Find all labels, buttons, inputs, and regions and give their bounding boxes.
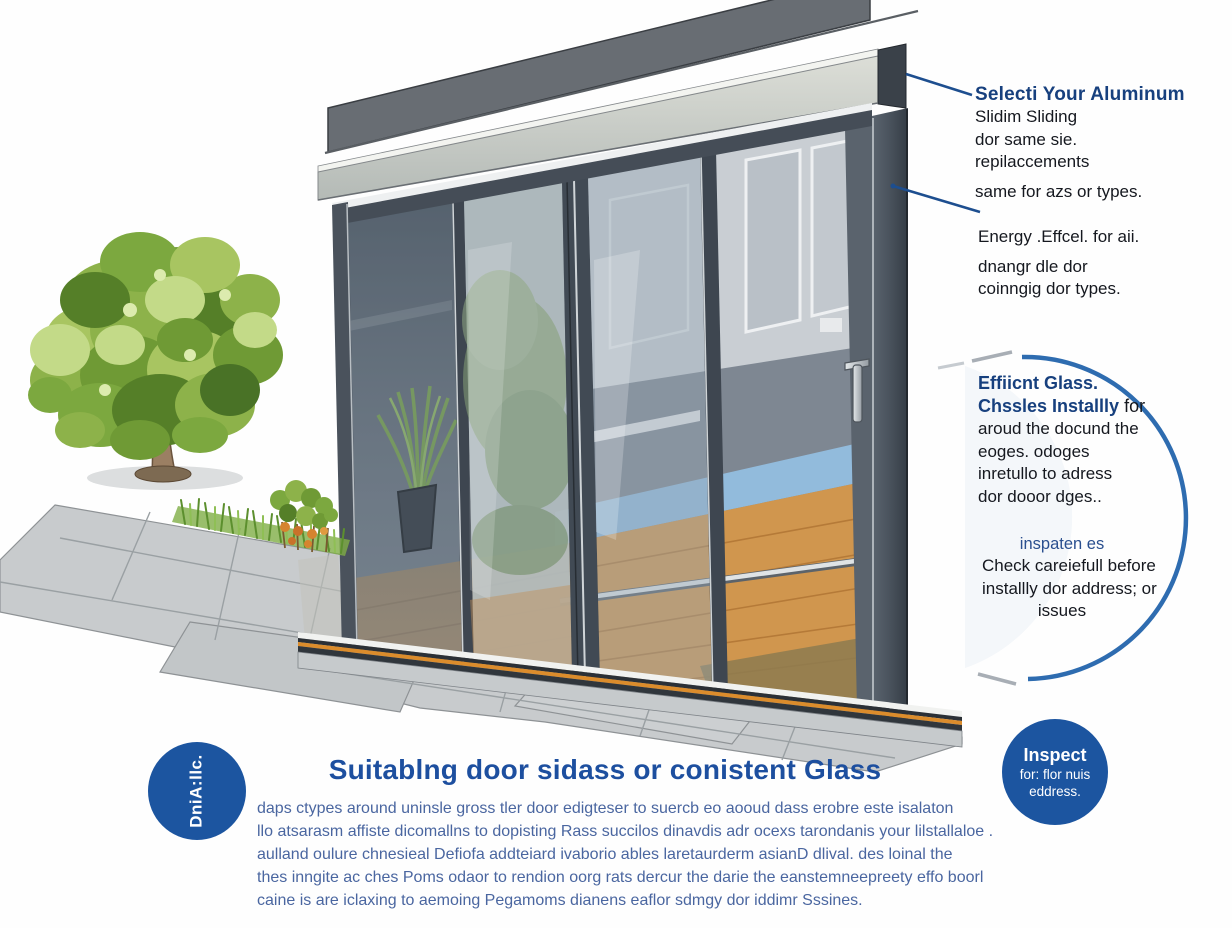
annotation-title: Effiicnt Glass.	[978, 373, 1099, 393]
annotation-inspect	[982, 533, 1157, 623]
annotation-line: repilaccements	[975, 152, 1090, 171]
paragraph-line: thes inngite ac ches Poms odaor to rendion oorg rats dercur the darie the eanstemneepreety effo boorl	[257, 869, 984, 886]
brand-badge-label: DniA:llc.	[186, 754, 206, 828]
paragraph-line: aulland oulure chnesieal Defiofa addteiard ivaborio ables laretaurderm asianD dlival. des loinal the	[257, 846, 953, 863]
annotation-line: inretullo to adress	[978, 464, 1113, 483]
annotation-line: Energy .Effcel. for aii.	[978, 227, 1140, 246]
annotation-line: Slidim Sliding	[975, 107, 1078, 126]
page-title: Suitablng door sidass or conistent Glass	[328, 754, 882, 785]
annotation-select-aluminum	[975, 84, 1185, 203]
inspect-badge-line: eddress.	[1029, 784, 1081, 799]
paragraph-line: llo atsarasm affiste dicomallns to dopisting Rass succilos dinavdis adr ocexs tarondanis your lilstallaloe .	[257, 823, 994, 840]
annotation-line: Check careiefull before	[982, 556, 1156, 575]
paragraph-line: daps ctypes around uninsle gross tler door edigteser to suercb eo aooud dass erobre este isalaton	[257, 800, 954, 817]
annotation-title: inspaten es	[1019, 535, 1105, 553]
annotation-title: Selecti Your Aluminum	[975, 84, 1185, 105]
annotation-line: dor dooor dges..	[978, 486, 1102, 506]
annotation-line: aroud the docund the	[978, 419, 1139, 438]
annotation-line: same for azs or types.	[975, 181, 1143, 201]
brand-badge	[148, 742, 246, 840]
inspect-badge	[1002, 719, 1108, 825]
inspect-badge-line: for: flor nuis	[1019, 767, 1091, 782]
annotation-line: dnangr dle dor	[978, 256, 1088, 276]
paragraph-line: caine is are iclaxing to aemoing Pegamoms dianens eaflor sdmgy dor iddimr Sssines.	[257, 892, 863, 909]
tree	[28, 232, 283, 482]
leader-line-1	[906, 74, 972, 95]
annotation-line: installly dor address; or	[982, 578, 1157, 598]
annotation-efficient-glass	[978, 372, 1145, 508]
annotation-line: dor same sie.	[975, 129, 1078, 149]
annotation-title: Chssles Installly for	[978, 396, 1146, 416]
annotation-energy	[978, 226, 1139, 301]
annotation-line: issues	[1037, 601, 1087, 620]
annotation-line: coinngig dor types.	[978, 279, 1121, 298]
tree-canopy	[28, 232, 283, 460]
annotation-line: eoges. odoges	[978, 441, 1090, 461]
inspect-badge-title: Inspect	[1023, 745, 1087, 765]
footer-paragraph	[257, 797, 993, 912]
